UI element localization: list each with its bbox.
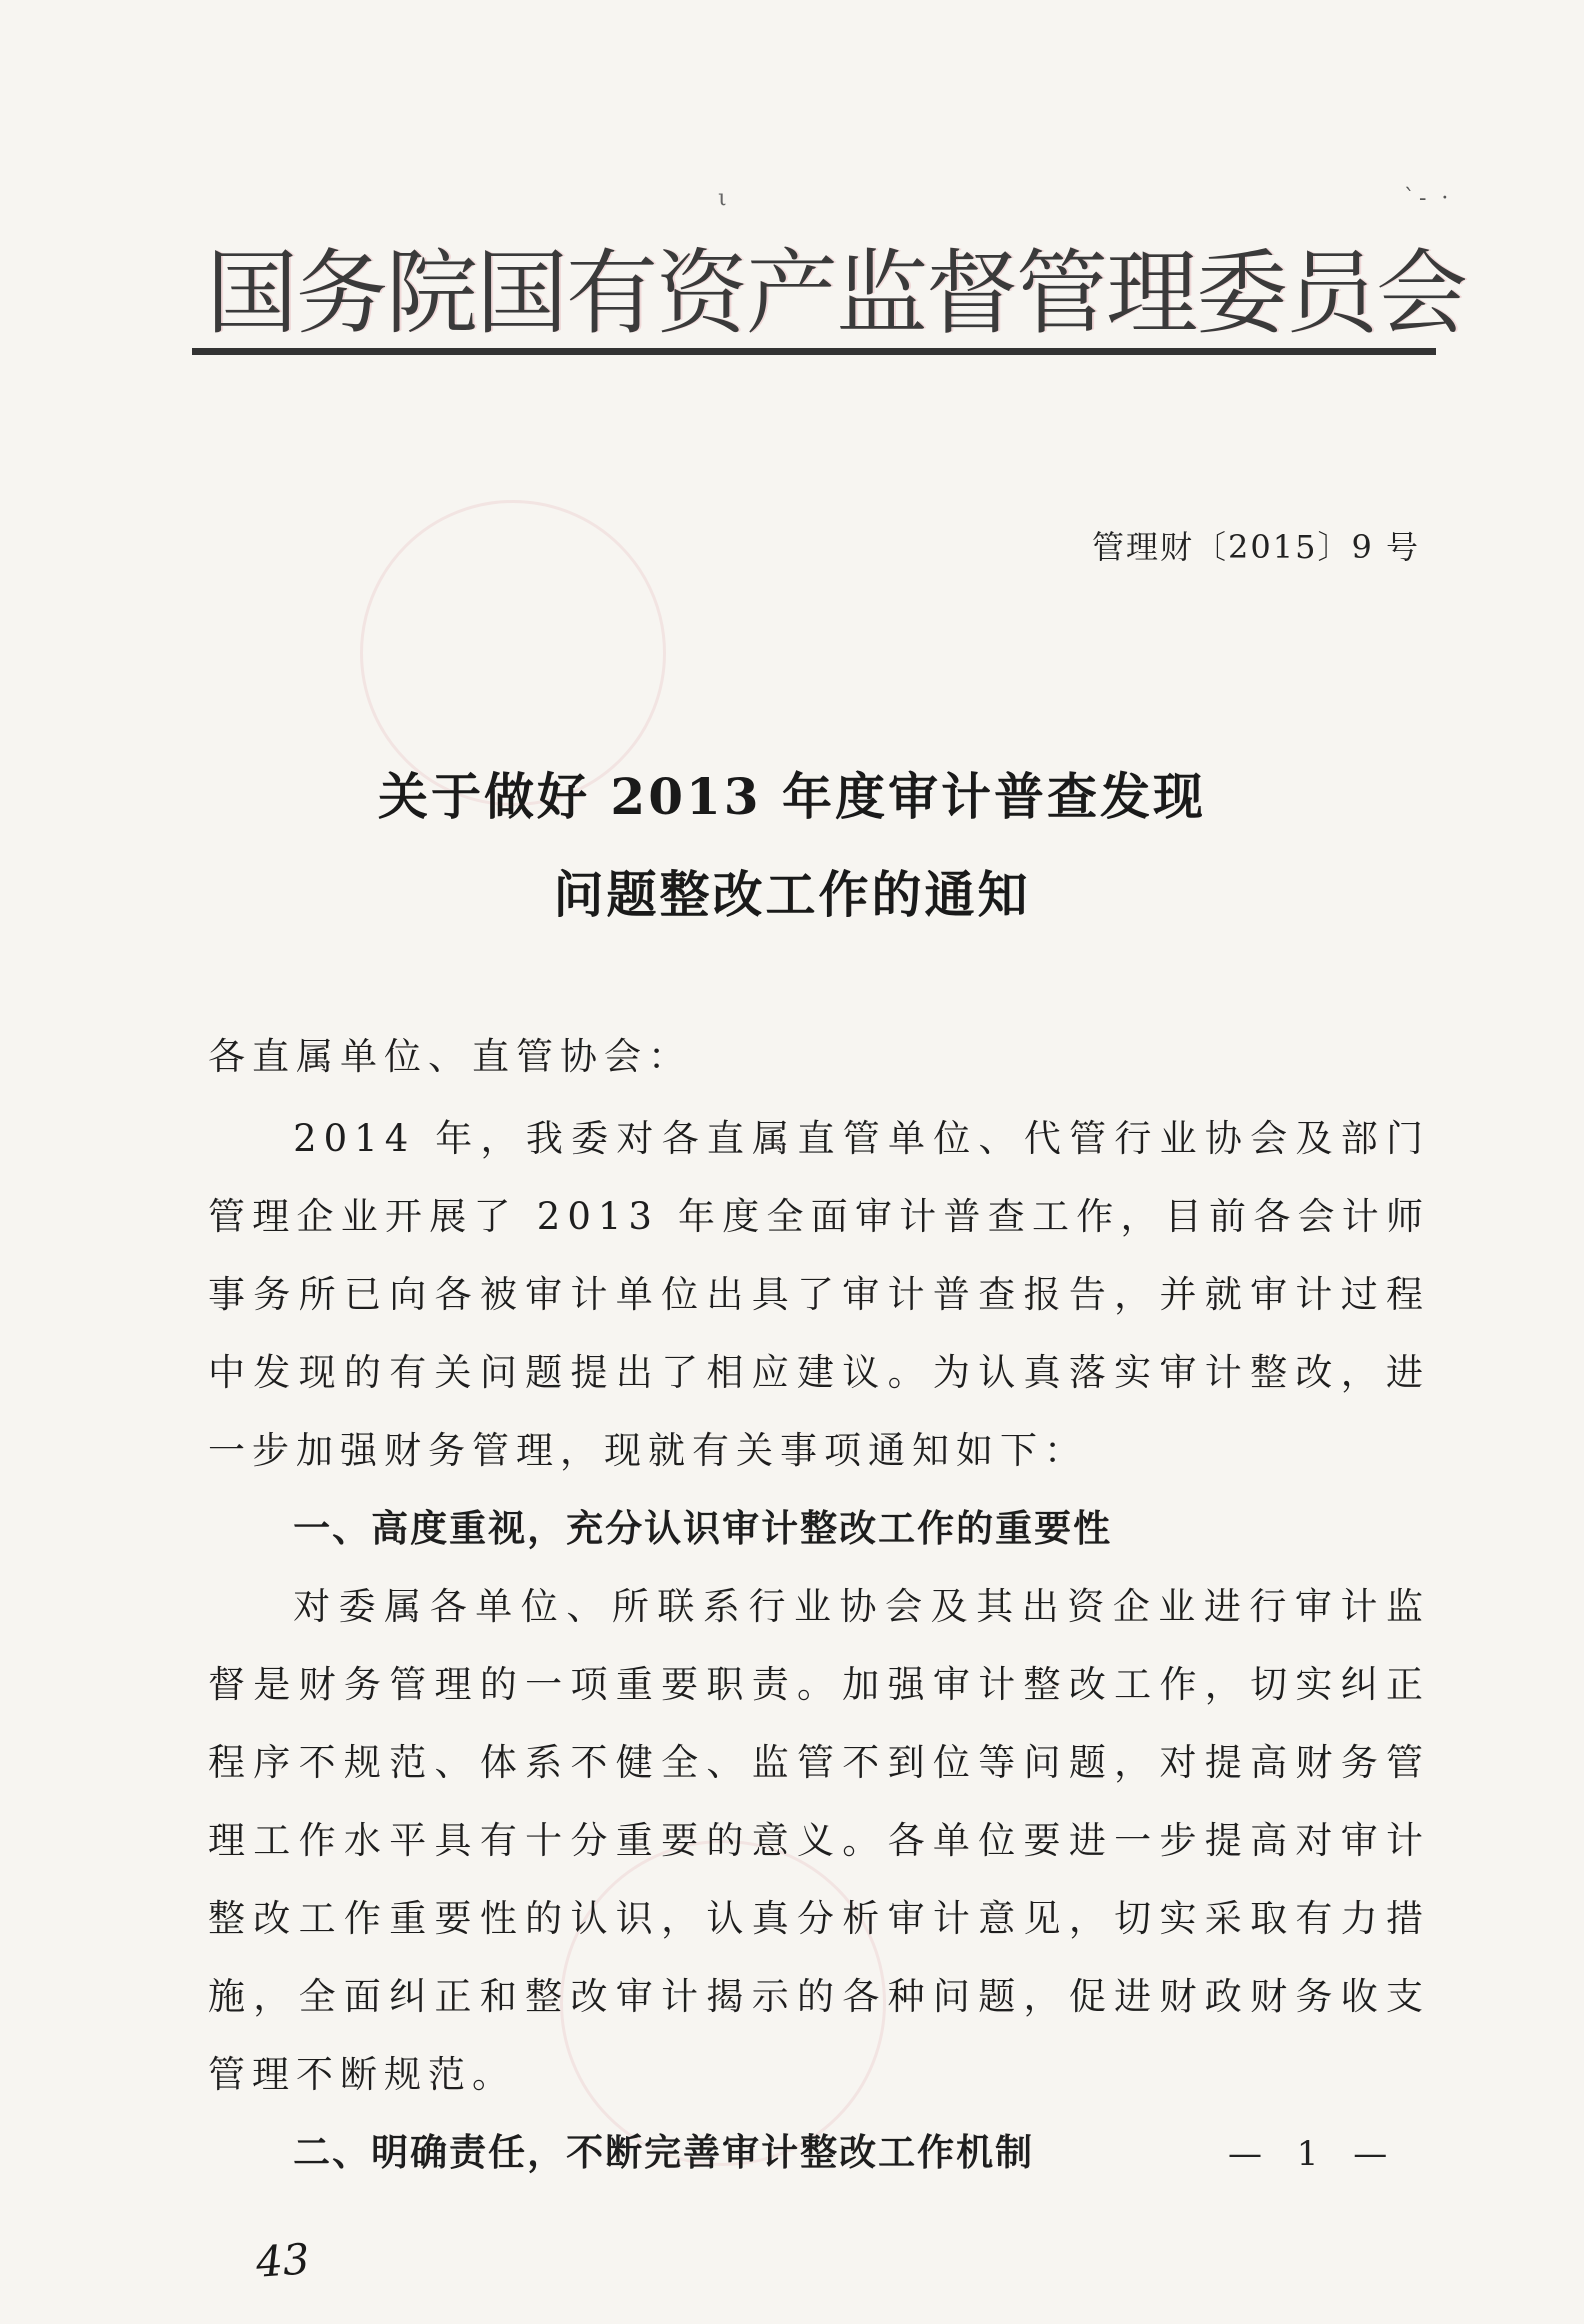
document-number: 管理财〔2015〕9 号: [1092, 528, 1420, 566]
title-line-1: 关于做好 2013 年度审计普查发现: [378, 767, 1206, 826]
issuing-organization-header: 国务院国有资产监督管理委员会: [206, 240, 1467, 347]
body-paragraph: 对委属各单位、所联系行业协会及其出资企业进行审计监督是财务管理的一项重要职责。加强审计整改工作，切实纠正程序不规范、体系不健全、监管不到位等问题，对提高财务管理工作水平具有十分重要的意义。各单位要进一步提高对审计整改工作重要性的认识，认真分析审计意见，切实采取有力措施，全面纠正和整改审计揭示的各种问题，促进财政财务收支管理不断规范。: [208, 1585, 1430, 2096]
document-title: [0, 748, 1584, 944]
page-number: — 1 —: [1228, 2134, 1400, 2174]
salutation: 各直属单位、直管协会：: [208, 1035, 692, 1078]
handwritten-page-mark: 43: [254, 2234, 312, 2287]
header-divider-rule: [192, 348, 1436, 355]
scan-corner-mark: `- ·: [1404, 186, 1453, 211]
section-heading-1: 一、高度重视，充分认识审计整改工作的重要性: [293, 1507, 1113, 1550]
title-line-2: 问题整改工作的通知: [553, 865, 1031, 924]
body-paragraph: 2014 年，我委对各直属直管单位、代管行业协会及部门管理企业开展了 2013 年度全面审计普查工作，目前各会计师事务所已向各被审计单位出具了审计普查报告，并就审计过程中发现的有关问题提出了相应建议。为认真落实审计整改，进一步加强财务管理，现就有关事项通知如下：: [208, 1117, 1430, 1472]
scan-tick-mark: ι: [718, 186, 727, 211]
section-heading-2: 二、明确责任，不断完善审计整改工作机制: [293, 2131, 1035, 2174]
document-body: [208, 1018, 1430, 2192]
